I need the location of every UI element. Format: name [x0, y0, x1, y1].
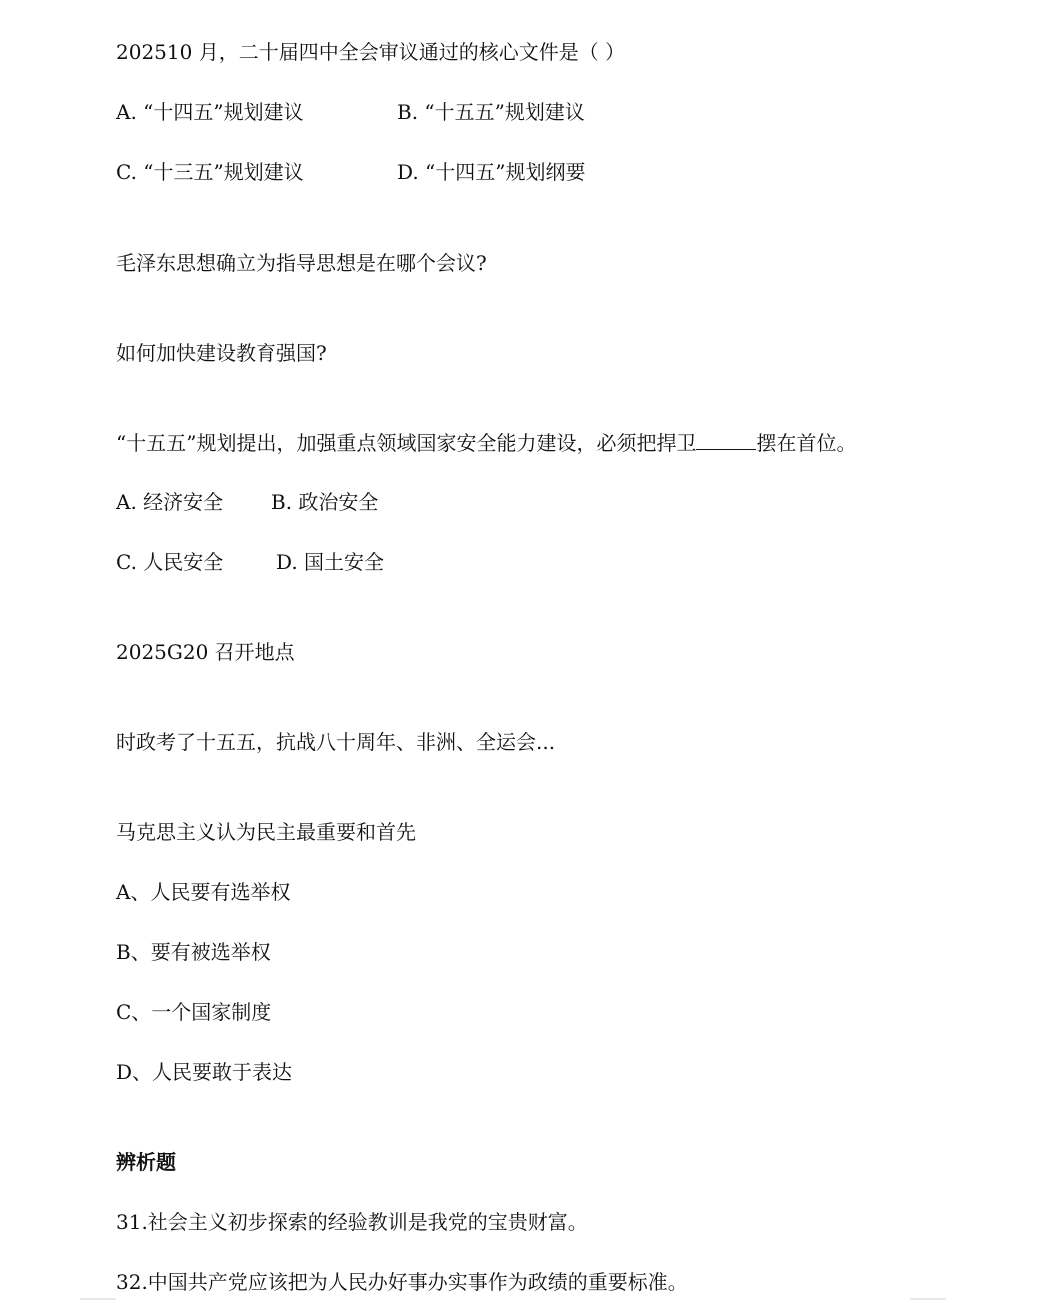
option-b: B. “十五五”规划建议 — [397, 100, 585, 124]
question-stem-2: 毛泽东思想确立为指导思想是在哪个会议? — [116, 251, 487, 275]
option-d: D、人民要敢于表达 — [116, 1060, 293, 1084]
option-a: A. “十四五”规划建议 — [116, 100, 304, 124]
discrimination-item-32: 32.中国共产党应该把为人民办好事办实事作为政绩的重要标准。 — [116, 1270, 688, 1294]
page-edge-mark-left — [80, 1298, 116, 1300]
question-stem-4-after: 摆在首位。 — [756, 431, 857, 455]
question-stem-3: 如何加快建设教育强国? — [116, 341, 327, 365]
option-c: C. 人民安全 — [116, 550, 224, 574]
option-d: D. 国土安全 — [276, 550, 385, 574]
question-stem-5: 2025G20 召开地点 — [116, 640, 295, 664]
question-stem-4-before: “十五五”规划提出，加强重点领域国家安全能力建设，必须把捍卫 — [116, 431, 697, 455]
question-stem-4 — [116, 431, 856, 455]
section-heading: 辨析题 — [116, 1150, 176, 1174]
exam-note: 时政考了十五五，抗战八十周年、非洲、全运会... — [116, 730, 556, 754]
option-d: D. “十四五”规划纲要 — [397, 160, 586, 184]
option-a: A. 经济安全 — [116, 490, 224, 514]
option-b: B、要有被选举权 — [116, 940, 271, 964]
option-b: B. 政治安全 — [271, 490, 379, 514]
question-stem-1: 202510 月，二十届四中全会审议通过的核心文件是（ ） — [116, 40, 626, 64]
discrimination-item-31: 31.社会主义初步探索的经验教训是我党的宝贵财富。 — [116, 1210, 588, 1234]
fill-in-blank — [696, 431, 756, 450]
option-c: C、一个国家制度 — [116, 1000, 272, 1024]
option-a: A、人民要有选举权 — [116, 880, 291, 904]
page-edge-mark-right — [910, 1298, 946, 1300]
option-c: C. “十三五”规划建议 — [116, 160, 304, 184]
question-stem-6: 马克思主义认为民主最重要和首先 — [116, 820, 416, 844]
